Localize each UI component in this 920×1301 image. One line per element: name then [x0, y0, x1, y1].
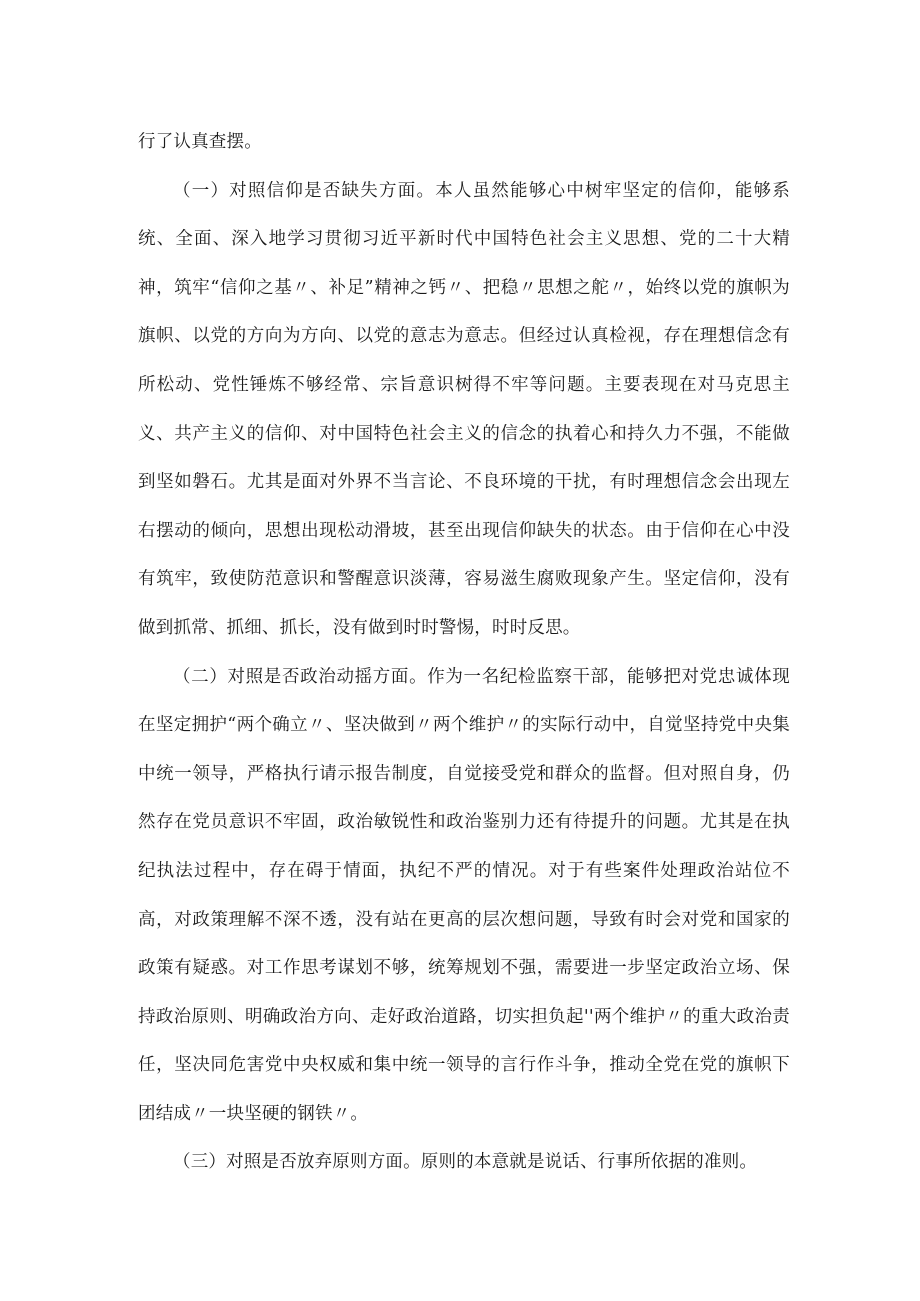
- document-body: [138, 118, 790, 1187]
- paragraph-section-2-politics: （二）对照是否政治动摇方面。作为一名纪检监察干部，能够把对党忠诚体现在坚定拥护“两个确立〃、坚决做到〃两个维护〃的实际行动中，自觉坚持党中央集中统一领导，严格执行请示报告制度，自觉接受党和群众的监督。但对照自身，仍然存在党员意识不牢固，政治敏锐性和政治鉴别力还有待提升的问题。尤其是在执纪执法过程中，存在碍于情面，执纪不严的情况。对于有些案件处理政治站位不高，对政策理解不深不透，没有站在更高的层次想问题，导致有时会对党和国家的政策有疑惑。对工作思考谋划不够，统筹规划不强，需要进一步坚定政治立场、保持政治原则、明确政治方向、走好政治道路，切实担负起''两个维护〃的重大政治责任，坚决同危害党中央权威和集中统一领导的言行作斗争，推动全党在党的旗帜下团结成〃一块坚硬的钢铁〃。: [138, 666, 790, 1124]
- paragraph-section-3-principles: （三）对照是否放弃原则方面。原则的本意就是说话、行事所依据的准则。: [173, 1152, 758, 1173]
- paragraph-continuation: 行了认真查摆。: [138, 132, 262, 152]
- paragraph-section-1-faith: （一）对照信仰是否缺失方面。本人虽然能够心中树牢坚定的信仰，能够系统、全面、深入地学习贯彻习近平新时代中国特色社会主义思想、党的二十大精神，筑牢“信仰之基〃、补足”精神之钙〃、把稳〃思想之舵〃，始终以党的旗帜为旗帜、以党的方向为方向、以党的意志为意志。但经过认真检视，存在理想信念有所松动、党性锤炼不够经常、宗旨意识树得不牢等问题。主要表现在对马克思主义、共产主义的信仰、对中国特色社会主义的信念的执着心和持久力不强，不能做到坚如磐石。尤其是面对外界不当言论、不良环境的干扰，有时理想信念会出现左右摆动的倾向，思想出现松动滑坡，甚至出现信仰缺失的状态。由于信仰在心中没有筑牢，致使防范意识和警醒意识淡薄，容易滋生腐败现象产生。坚定信仰，没有做到抓常、抓细、抓长，没有做到时时警惕，时时反思。: [138, 180, 790, 638]
